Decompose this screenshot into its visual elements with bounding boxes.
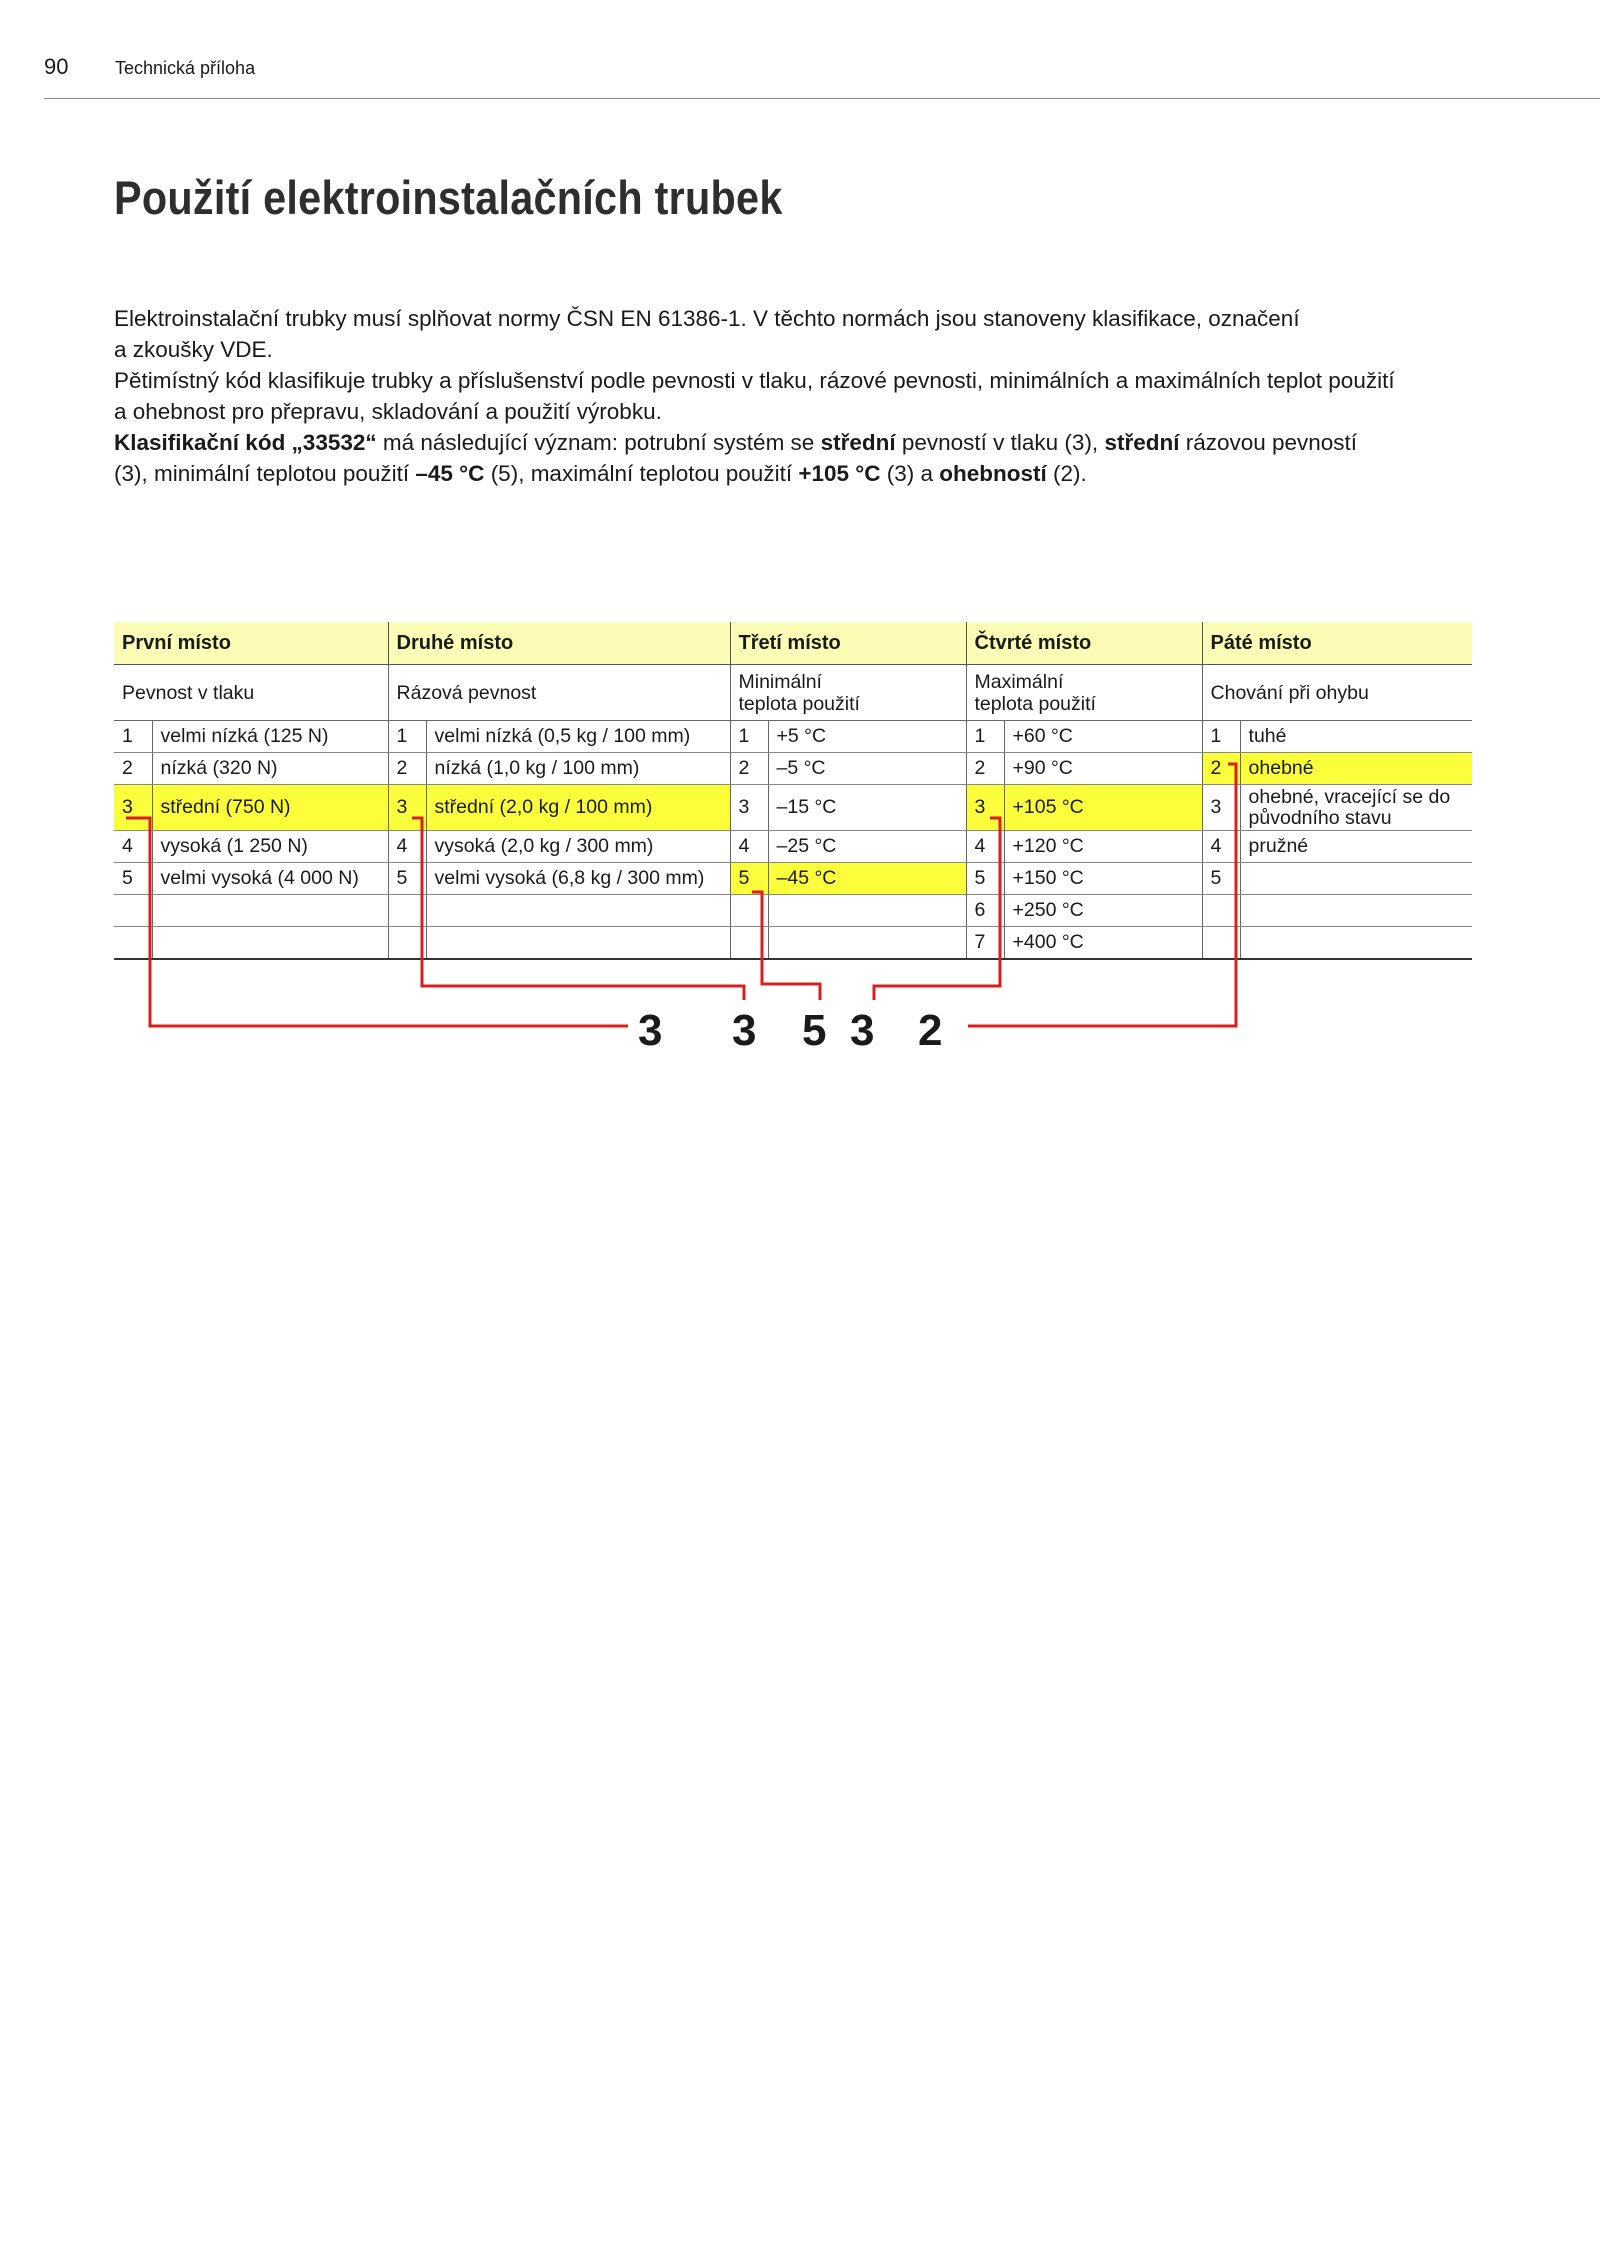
- class-value-cell: střední (2,0 kg / 100 mm): [426, 785, 730, 831]
- class-number-cell: [730, 895, 768, 927]
- table-row: [114, 863, 1472, 895]
- class-number-cell: 2: [966, 753, 1004, 785]
- table-header-row: [114, 622, 1472, 665]
- class-value-cell: tuhé: [1240, 721, 1472, 753]
- class-number-cell: 4: [730, 831, 768, 863]
- class-number-cell: 5: [114, 863, 152, 895]
- class-number-cell: 6: [966, 895, 1004, 927]
- code-digit-4: 3: [850, 1006, 875, 1055]
- class-value-cell: velmi nízká (0,5 kg / 100 mm): [426, 721, 730, 753]
- class-number-cell: 4: [1202, 831, 1240, 863]
- header-fourth: Čtvrté místo: [966, 622, 1202, 665]
- subheader-line: teplota použití: [738, 692, 860, 715]
- class-number-cell: 5: [730, 863, 768, 895]
- class-number-cell: 4: [114, 831, 152, 863]
- intro-line: a zkoušky VDE.: [114, 337, 273, 362]
- class-value-cell: –25 °C: [768, 831, 966, 863]
- class-value-cell: +105 °C: [1004, 785, 1202, 831]
- code-explanation-cont: [114, 458, 1514, 489]
- header-first: První místo: [114, 622, 388, 665]
- page-title: Použití elektroinstalačních trubek: [114, 171, 783, 224]
- class-number-cell: 5: [1202, 863, 1240, 895]
- class-number-cell: [114, 927, 152, 960]
- class-number-cell: 4: [966, 831, 1004, 863]
- class-value-cell: pružné: [1240, 831, 1472, 863]
- class-number-cell: [114, 895, 152, 927]
- class-number-cell: [1202, 927, 1240, 960]
- table-row: [114, 753, 1472, 785]
- intro-line: a ohebnost pro přepravu, skladování a použití výrobku.: [114, 399, 662, 424]
- code-explanation: [114, 427, 1514, 458]
- table-subheader-row: [114, 665, 1472, 721]
- intro-text: [114, 303, 1514, 489]
- class-value-cell: +90 °C: [1004, 753, 1202, 785]
- subheader-min-temp: [730, 665, 966, 721]
- intro-line: Elektroinstalační trubky musí splňovat normy ČSN EN 61386-1. V těchto normách jsou stanoveny klasifikace, označení: [114, 306, 1300, 331]
- page-number: 90: [44, 54, 69, 79]
- code-digit-5: 2: [918, 1006, 943, 1055]
- header-second: Druhé místo: [388, 622, 730, 665]
- header-fifth: Páté místo: [1202, 622, 1472, 665]
- class-value-cell: [426, 927, 730, 960]
- class-value-cell: –15 °C: [768, 785, 966, 831]
- table-row: [114, 785, 1472, 831]
- class-value-cell: [1240, 927, 1472, 960]
- intro-line: Pětimístný kód klasifikuje trubky a příslušenství podle pevnosti v tlaku, rázové pevnosti, minimálních a maximálních teplot použití: [114, 368, 1395, 393]
- class-value-cell: vysoká (1 250 N): [152, 831, 388, 863]
- text-run: (3) a: [880, 461, 940, 486]
- text-run: rázovou pevností: [1179, 430, 1358, 455]
- class-value-cell: nízká (1,0 kg / 100 mm): [426, 753, 730, 785]
- class-value-cell: +60 °C: [1004, 721, 1202, 753]
- class-number-cell: 1: [730, 721, 768, 753]
- class-value-cell: vysoká (2,0 kg / 300 mm): [426, 831, 730, 863]
- class-number-cell: [388, 927, 426, 960]
- class-value-cell: [152, 895, 388, 927]
- class-number-cell: 1: [1202, 721, 1240, 753]
- class-value-cell: [1240, 863, 1472, 895]
- subheader-line: Maximální: [974, 670, 1064, 693]
- code-digit-3: 5: [802, 1006, 827, 1055]
- code-digit-1: 3: [638, 1006, 663, 1055]
- class-number-cell: 3: [1202, 785, 1240, 831]
- subheader-bending: Chování při ohybu: [1202, 665, 1472, 721]
- class-number-cell: 1: [388, 721, 426, 753]
- class-number-cell: 1: [966, 721, 1004, 753]
- class-value-cell: ohebné, vracející se do původního stavu: [1240, 785, 1472, 831]
- class-number-cell: 2: [730, 753, 768, 785]
- subheader-pressure: Pevnost v tlaku: [114, 665, 388, 721]
- table-row: [114, 895, 1472, 927]
- class-value-cell: velmi vysoká (6,8 kg / 300 mm): [426, 863, 730, 895]
- class-number-cell: 3: [966, 785, 1004, 831]
- class-value-cell: –5 °C: [768, 753, 966, 785]
- class-value-cell: [1240, 895, 1472, 927]
- class-number-cell: 1: [114, 721, 152, 753]
- subheader-line: teplota použití: [974, 692, 1096, 715]
- bold-run: –45 °C: [415, 461, 485, 486]
- subheader-max-temp: [966, 665, 1202, 721]
- subheader-impact: Rázová pevnost: [388, 665, 730, 721]
- class-value-cell: velmi vysoká (4 000 N): [152, 863, 388, 895]
- class-number-cell: [730, 927, 768, 960]
- text-run: (2).: [1046, 461, 1087, 486]
- subheader-line: Minimální: [738, 670, 822, 693]
- class-value-cell: nízká (320 N): [152, 753, 388, 785]
- text-run: (3), minimální teplotou použití: [114, 461, 416, 486]
- class-value-cell: –45 °C: [768, 863, 966, 895]
- class-number-cell: 2: [114, 753, 152, 785]
- class-number-cell: [388, 895, 426, 927]
- class-number-cell: 3: [388, 785, 426, 831]
- code-label: Klasifikační kód „33532“: [114, 430, 377, 455]
- text-run: pevností v tlaku (3),: [895, 430, 1105, 455]
- classification-table: [114, 622, 1472, 960]
- class-value-cell: +150 °C: [1004, 863, 1202, 895]
- class-number-cell: 3: [730, 785, 768, 831]
- class-number-cell: 5: [966, 863, 1004, 895]
- class-number-cell: 7: [966, 927, 1004, 960]
- class-value-cell: +120 °C: [1004, 831, 1202, 863]
- class-number-cell: 2: [388, 753, 426, 785]
- header-third: Třetí místo: [730, 622, 966, 665]
- class-value-cell: střední (750 N): [152, 785, 388, 831]
- class-value-cell: [768, 927, 966, 960]
- class-value-cell: velmi nízká (125 N): [152, 721, 388, 753]
- class-value-cell: ohebné: [1240, 753, 1472, 785]
- text-run: má následující význam: potrubní systém se: [376, 430, 821, 455]
- class-number-cell: [1202, 895, 1240, 927]
- bold-run: střední: [1104, 430, 1180, 455]
- text-run: (5), maximální teplotou použití: [484, 461, 799, 486]
- table-row: [114, 721, 1472, 753]
- bold-run: +105 °C: [798, 461, 881, 486]
- class-value-cell: +250 °C: [1004, 895, 1202, 927]
- class-value-cell: +400 °C: [1004, 927, 1202, 960]
- class-value-cell: [426, 895, 730, 927]
- section-title: Technická příloha: [115, 58, 256, 78]
- bold-run: ohebností: [939, 461, 1047, 486]
- class-number-cell: 5: [388, 863, 426, 895]
- class-value-cell: +5 °C: [768, 721, 966, 753]
- table-row: [114, 927, 1472, 960]
- code-digit-2: 3: [732, 1006, 757, 1055]
- header-divider: [44, 98, 1600, 99]
- table-row: [114, 831, 1472, 863]
- class-value-cell: [152, 927, 388, 960]
- class-number-cell: 4: [388, 831, 426, 863]
- class-value-cell: [768, 895, 966, 927]
- class-number-cell: 3: [114, 785, 152, 831]
- bold-run: střední: [820, 430, 896, 455]
- class-number-cell: 2: [1202, 753, 1240, 785]
